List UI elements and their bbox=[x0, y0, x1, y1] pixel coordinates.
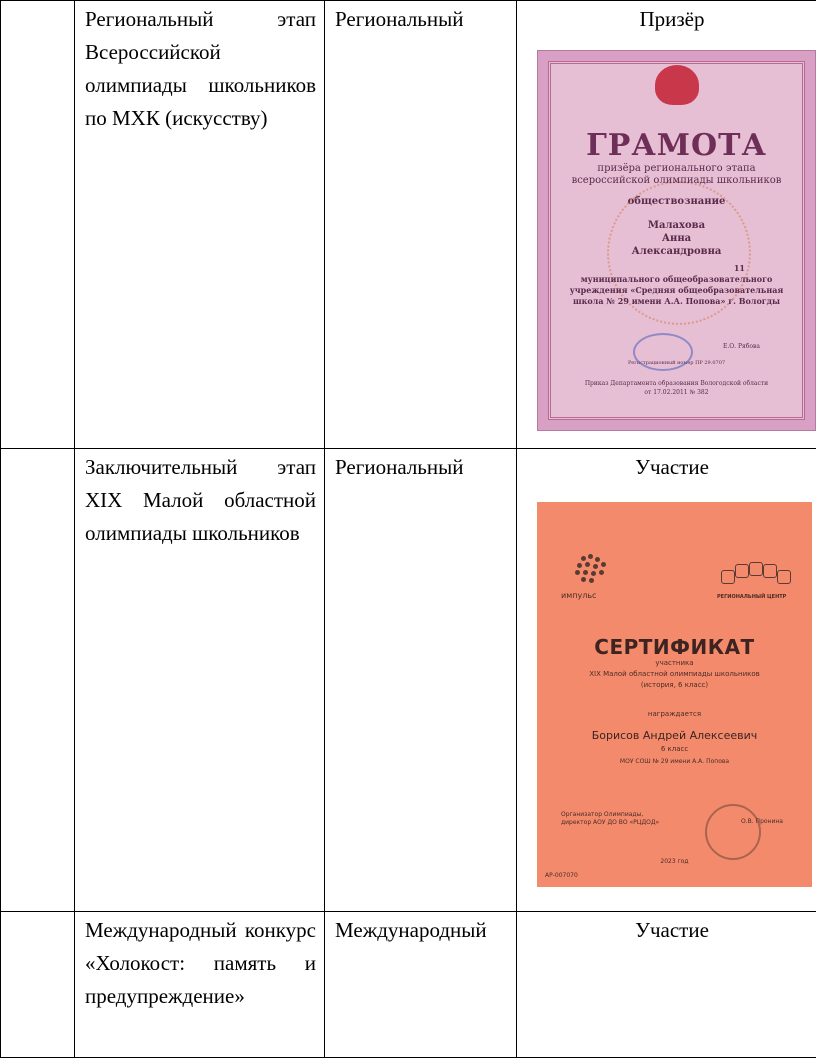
event-name: Заключительный этап XIX Малой областной олимпиады школьников bbox=[85, 455, 316, 545]
row-number-cell bbox=[1, 449, 75, 912]
level-cell bbox=[325, 449, 517, 912]
certificate-title: СЕРТИФИКАТ bbox=[594, 635, 755, 659]
certificate-recipient: Борисов Андрей Алексеевич bbox=[591, 729, 758, 742]
row-number-cell bbox=[1, 912, 75, 1058]
level-cell bbox=[325, 1, 517, 449]
event-cell bbox=[75, 449, 325, 912]
gramota-subtitle-2: всероссийской олимпиады школьников bbox=[571, 175, 782, 186]
certificate-org-1: Организатор Олимпиады, bbox=[561, 811, 644, 818]
gramota-title: ГРАМОТА bbox=[586, 128, 767, 163]
certificate-year: 2023 год bbox=[660, 858, 689, 865]
gramota-name-3: Александровна bbox=[631, 246, 722, 257]
gramota-reg-no: Регистрационный номер ПР 29.0707 bbox=[627, 360, 726, 366]
event-level: Региональный bbox=[335, 7, 464, 31]
gramota-body-3: школа № 29 имени А.А. Попова» г. Вологды bbox=[572, 296, 781, 306]
event-name: Региональный этап Всероссийской олимпиады школьников по МХК (искусству) bbox=[85, 7, 316, 130]
gramota-body-2: учреждения «Средняя общеобразовательная bbox=[569, 285, 784, 295]
gramota-footer bbox=[538, 379, 815, 397]
regional-center-logo-icon bbox=[721, 562, 791, 588]
certificate-brand-left: импульс bbox=[561, 591, 597, 600]
row-number-cell bbox=[1, 1, 75, 449]
gramota-foot-2: от 17.02.2011 № 382 bbox=[644, 389, 709, 396]
gramota-body-1: муниципального общеобразовательного bbox=[580, 274, 773, 284]
gramota-subject: обществознание bbox=[627, 196, 726, 207]
seal-icon bbox=[705, 804, 761, 860]
result-label: Призёр bbox=[639, 7, 705, 31]
certificate-card bbox=[537, 502, 812, 887]
table-row bbox=[1, 1, 816, 449]
certificate-line-1: участника bbox=[655, 659, 694, 667]
level-cell bbox=[325, 912, 517, 1058]
gramota-foot-1: Приказ Департамента образования Вологодской области bbox=[584, 380, 769, 387]
certificate-line-3: (история, 6 класс) bbox=[640, 681, 709, 689]
event-level: Региональный bbox=[335, 455, 464, 479]
gramota-name-2: Анна bbox=[661, 233, 692, 244]
certificate-org-2: директор АОУ ДО ВО «РЦДОД» bbox=[561, 819, 660, 826]
certificate-number: АР-007070 bbox=[545, 872, 578, 879]
certificate-line-4: награждается bbox=[647, 710, 702, 718]
certificate-line-2: XIX Малой областной олимпиады школьников bbox=[589, 670, 760, 678]
gramota-grade: 11 bbox=[733, 263, 745, 273]
result-label: Участие bbox=[635, 918, 709, 942]
event-cell bbox=[75, 1, 325, 449]
impulse-logo-icon bbox=[567, 554, 611, 584]
gramota-name-1: Малахова bbox=[647, 220, 706, 231]
certificate-grade: 6 класс bbox=[660, 745, 689, 753]
table-row bbox=[1, 912, 816, 1058]
certificate-sign-name: О.В. Пронина bbox=[741, 818, 783, 825]
event-name: Международный конкурс «Холокост: память и предупреждение» bbox=[85, 918, 316, 1008]
gramota-subtitle-1: призёра регионального этапа bbox=[597, 163, 756, 174]
result-label: Участие bbox=[635, 455, 709, 479]
gramota-image bbox=[537, 50, 816, 431]
certificate-brand-right: РЕГИОНАЛЬНЫЙ ЦЕНТР bbox=[717, 594, 787, 600]
coat-of-arms-icon bbox=[655, 65, 699, 105]
result-cell bbox=[517, 912, 816, 1058]
stamp-icon bbox=[633, 333, 693, 371]
gramota-sign-name: Е.О. Рябова bbox=[722, 343, 760, 350]
event-level: Международный bbox=[335, 918, 487, 942]
gramota-subtitle bbox=[538, 163, 815, 208]
certificate-school: МОУ СОШ № 29 имени А.А. Попова bbox=[619, 758, 730, 765]
event-cell bbox=[75, 912, 325, 1058]
result-cell bbox=[517, 1, 816, 449]
gramota-recipient bbox=[538, 219, 815, 258]
